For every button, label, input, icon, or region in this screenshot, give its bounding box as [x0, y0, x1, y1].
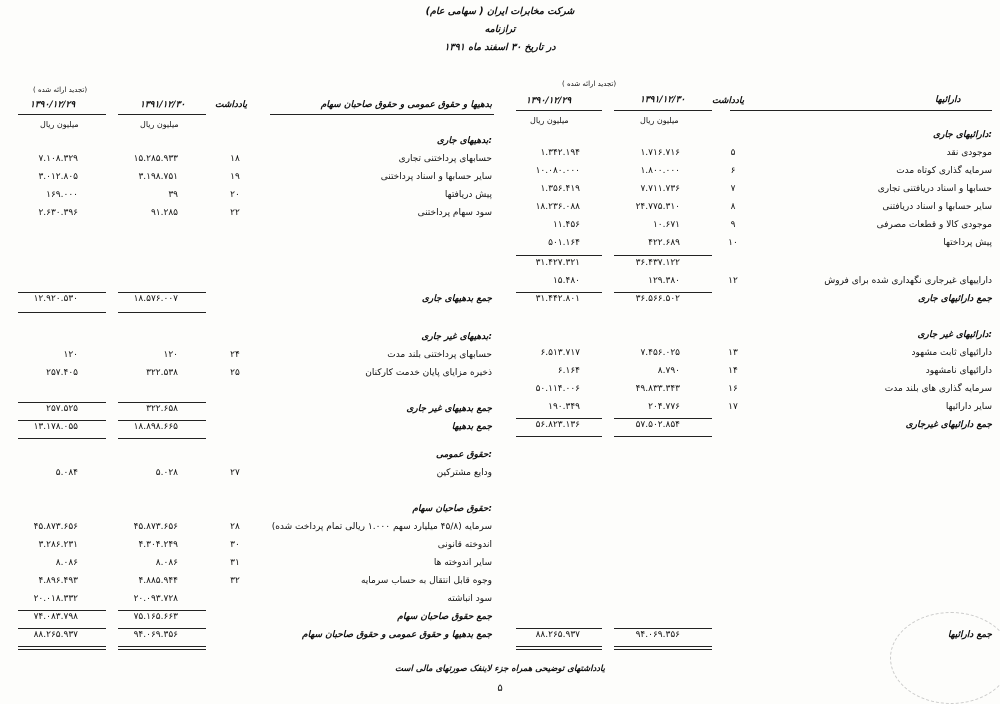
asset-value-1391: ۲۴.۷۷۵.۳۱۰: [635, 202, 680, 212]
asset-note: ۱۶: [728, 384, 738, 394]
noncurrent-liabilities-title: بدهیهای غیر جاری:: [421, 332, 492, 342]
current-assets-title: دارائیهای جاری:: [933, 130, 992, 140]
equity-value-1390: ۲۰.۰۱۸.۳۳۲: [33, 594, 78, 604]
liabilities-col-note: یادداشت: [215, 100, 248, 110]
asset-current-total-rule-1390: [516, 292, 602, 293]
liab-current-underline-1390: [18, 312, 106, 313]
total-label: جمع بدهیها: [451, 422, 492, 432]
company-name: شرکت مخابرات ایران ( سهامی عام): [425, 6, 575, 17]
equity-title: حقوق صاحبان سهام:: [412, 504, 492, 514]
liability-note: ۲۰: [230, 190, 240, 200]
asset-subtotal-rule-1391: [614, 255, 712, 256]
liability-row: [0, 154, 1000, 170]
equity-value-1391: ۲۰.۰۹۳.۷۲۸: [133, 594, 178, 604]
grand-total-dbl-1391a: [118, 646, 206, 647]
liability-current-total-row: [0, 294, 1000, 310]
total-label: جمع دارائیها: [947, 630, 992, 640]
page-number: ۵: [497, 683, 503, 694]
assets-col-1390: ۱۳۹۰/۱۲/۲۹: [526, 96, 572, 106]
equity-row: [0, 522, 1000, 538]
asset-value-1390: ۱۰.۰۸۰.۰۰۰: [535, 166, 580, 176]
total-value-1391: ۳۲۲.۶۵۸: [146, 404, 178, 414]
total-value-1391: ۱۸.۵۷۶.۰۰۷: [133, 294, 178, 304]
liability-label: ودایع مشترکین: [436, 468, 492, 478]
asset-label: موجودی کالا و قطعات مصرفی: [876, 220, 992, 230]
total-value-1390: ۱۲.۹۲۰.۵۳۰: [33, 294, 78, 304]
total-value-1390: ۳۱.۴۴۲.۸۰۱: [535, 294, 580, 304]
total-value-1390: ۷۴.۰۸۳.۷۹۸: [33, 612, 78, 622]
asset-value-1390: ۱.۳۵۶.۴۱۹: [540, 184, 580, 194]
total-value-1390: ۵۶.۸۲۳.۱۳۶: [535, 420, 580, 430]
total-label: جمع بدهیها و حقوق عمومی و حقوق صاحبان سهام: [302, 630, 492, 640]
asset-note: ۱۰: [728, 238, 738, 248]
assets-label-header-rule: [730, 110, 992, 111]
asset-note: ۱۴: [728, 366, 738, 376]
liability-value-1391: ۱۵.۲۸۵.۹۳۳: [133, 154, 178, 164]
equity-label: سایر اندوخته ها: [433, 558, 492, 568]
asset-grand-total-dbl-1391b: [614, 649, 712, 650]
assets-1391-header-rule: [614, 110, 712, 111]
asset-note: ۱۷: [728, 402, 738, 412]
liability-note: ۱۸: [230, 154, 240, 164]
asset-label: دارائیهای نامشهود: [925, 366, 992, 376]
asset-label: دارائیهای ثابت مشهود: [911, 348, 992, 358]
total-label: جمع دارائیهای غیرجاری: [905, 420, 992, 430]
asset-label: پیش پرداختها: [943, 238, 992, 248]
liability-note: ۲۷: [230, 468, 240, 478]
liability-value-1390: ۲.۶۳۰.۳۹۶: [38, 208, 78, 218]
equity-label: سرمایه (۴۵/۸ میلیارد سهم ۱.۰۰۰ ریالی تمام پرداخت شده): [271, 522, 492, 532]
liab-noncurrent-total-rule-1390: [18, 402, 106, 403]
asset-value-1390: ۵۰.۱۱۴.۰۰۶: [535, 384, 580, 394]
liability-value-1391: ۳۹: [168, 190, 178, 200]
liab-current-total-rule-1391: [118, 292, 206, 293]
asset-grand-total-dbl-1390a: [516, 646, 602, 647]
total-value-1391: ۵۷.۵۰۲.۸۵۴: [635, 420, 680, 430]
total-value-1391: ۷۵.۱۶۵.۶۶۳: [133, 612, 178, 622]
equity-value-1391: ۸.۰۸۶: [155, 558, 178, 568]
liability-row: [0, 172, 1000, 188]
grand-total-dbl-1390b: [18, 649, 106, 650]
asset-grand-total-dbl-1390b: [516, 649, 602, 650]
equity-value-1390: ۴۵.۸۷۳.۶۵۶: [33, 522, 78, 532]
liability-label: حسابهای پرداختنی بلند مدت: [387, 350, 492, 360]
total-label: جمع بدهیهای جاری: [421, 294, 492, 304]
assets-unit-1390: میلیون ریال: [530, 116, 569, 125]
liability-note: ۱۹: [230, 172, 240, 182]
liability-value-1391: ۳.۱۹۸.۷۵۱: [138, 172, 178, 182]
equity-total-row: [0, 612, 1000, 628]
liabilities-unit-1391: میلیون ریال: [140, 120, 179, 129]
liability-value-1391: ۳۲۲.۵۳۸: [146, 368, 178, 378]
equity-value-1390: ۸.۰۸۶: [55, 558, 78, 568]
grand-total-dbl-1391b: [118, 649, 206, 650]
grand-total-rule-1390: [18, 628, 106, 629]
equity-row: [0, 558, 1000, 574]
asset-value-1390: ۶.۱۶۴: [557, 366, 580, 376]
equity-note: ۳۰: [230, 540, 240, 550]
asset-value-1391: ۲۰۴.۷۷۶: [648, 402, 680, 412]
assets-unit-1391: میلیون ریال: [640, 116, 679, 125]
asset-value-1390: ۱۸.۲۳۶.۰۸۸: [535, 202, 580, 212]
asset-row: [0, 238, 1000, 254]
liability-note: ۲۲: [230, 208, 240, 218]
grand-total-dbl-1390a: [18, 646, 106, 647]
asset-value-1390: ۱.۳۴۲.۱۹۴: [540, 148, 580, 158]
asset-value-1391: ۷.۴۵۶.۰۲۵: [640, 348, 680, 358]
date-line: در تاریخ ۳۰ اسفند ماه ۱۳۹۱: [444, 42, 556, 53]
asset-label: حسابها و اسناد دریافتنی تجاری: [877, 184, 992, 194]
asset-value-1390: ۱۹۰.۳۴۹: [548, 402, 580, 412]
liability-row: [0, 368, 1000, 384]
asset-value-1391: ۴۲۲.۶۸۹: [648, 238, 680, 248]
assets-1390-header-rule: [516, 110, 602, 111]
assets-col-note: یادداشت: [712, 96, 745, 106]
liabilities-col-1391: ۱۳۹۱/۱۲/۳۰: [140, 100, 186, 110]
liability-row: [0, 208, 1000, 224]
asset-value-1391: ۱۰.۶۷۱: [652, 220, 680, 230]
liability-note: ۲۴: [230, 350, 240, 360]
asset-subtotal-rule-1390: [516, 255, 602, 256]
asset-value-1391: ۱.۷۱۶.۷۱۶: [640, 148, 680, 158]
asset-note: ۶: [730, 166, 736, 176]
liability-label: سود سهام پرداختنی: [417, 208, 492, 218]
liability-value-1390: ۷.۱۰۸.۳۲۹: [38, 154, 78, 164]
asset-note: ۱۲: [728, 276, 738, 286]
liability-label: سایر حسابها و اسناد پرداختنی: [380, 172, 492, 182]
asset-value-1390: ۱۵.۴۸۰: [552, 276, 580, 286]
equity-value-1390: ۴.۸۹۶.۴۹۳: [38, 576, 78, 586]
equity-note: ۳۱: [230, 558, 240, 568]
liabilities-section-title: بدهیها و حقوق عمومی و حقوق صاحبان سهام: [320, 100, 492, 110]
asset-held-for-sale-row: [0, 276, 1000, 292]
asset-grand-total-rule-1390: [516, 628, 602, 629]
total-label: جمع بدهیهای غیر جاری: [406, 404, 492, 414]
liability-value-1390: ۱۲۰: [63, 350, 78, 360]
liability-value-1391: ۹۱.۲۸۵: [150, 208, 178, 218]
liability-value-1390: ۲۵۷.۴۰۵: [46, 368, 78, 378]
stamp-mark: [890, 612, 1000, 704]
liab-total-rule-1390: [18, 420, 106, 421]
assets-section-title: دارائیها: [935, 95, 961, 105]
equity-label: اندوخته قانونی: [437, 540, 492, 550]
asset-label: سرمایه گذاری کوتاه مدت: [896, 166, 992, 176]
asset-label: سایر حسابها و اسناد دریافتنی: [882, 202, 992, 212]
asset-current-total-rule-1391: [614, 292, 712, 293]
liability-note: ۲۵: [230, 368, 240, 378]
asset-subtotal-row: [0, 258, 1000, 274]
asset-value-1390: ۵۰۱.۱۶۴: [548, 238, 580, 248]
asset-label: سرمایه گذاری های بلند مدت: [884, 384, 992, 394]
total-value-1391: ۱۸.۸۹۸.۶۶۵: [133, 422, 178, 432]
public-rights-title: حقوق عمومی:: [435, 450, 492, 460]
total-value-1390: ۸۸.۲۶۵.۹۳۷: [33, 630, 78, 640]
liability-row: [0, 190, 1000, 206]
liab-label-header-rule: [270, 114, 494, 115]
liability-noncurrent-total-row: [0, 404, 1000, 420]
asset-value-1391: ۸.۷۹۰: [657, 366, 680, 376]
total-value-1391: ۹۴.۰۶۹.۳۵۶: [133, 630, 178, 640]
asset-value-1391: ۷.۷۱۱.۷۳۶: [640, 184, 680, 194]
equity-value-1390: ۳.۲۸۶.۲۳۱: [38, 540, 78, 550]
liability-value-1391: ۵.۰۲۸: [155, 468, 178, 478]
equity-note: ۳۲: [230, 576, 240, 586]
total-value-1390: ۱۳.۱۷۸.۰۵۵: [33, 422, 78, 432]
equity-value-1391: ۴.۸۸۵.۹۴۴: [138, 576, 178, 586]
liability-value-1390: ۳.۰۱۲.۸۰۵: [38, 172, 78, 182]
liability-value-1390: ۵.۰۸۴: [55, 468, 78, 478]
equity-row: [0, 594, 1000, 610]
liability-row: [0, 468, 1000, 484]
liab-total-rule-1391: [118, 420, 206, 421]
liab-total-underline-1391: [118, 438, 206, 439]
equity-label: سود انباشته: [447, 594, 492, 604]
assets-restated-label: ( تجدید ارائه شده): [562, 80, 617, 88]
liability-label: حسابهای پرداختنی تجاری: [398, 154, 492, 164]
current-liabilities-title: بدهیهای جاری:: [436, 136, 492, 146]
asset-label: موجودی نقد: [946, 148, 992, 158]
liab-noncurrent-total-rule-1391: [118, 402, 206, 403]
asset-grand-total-dbl-1391a: [614, 646, 712, 647]
grand-total-row: [0, 630, 1000, 646]
noncurrent-assets-title: دارائیهای غیر جاری:: [917, 330, 992, 340]
total-value-1390: ۸۸.۲۶۵.۹۳۷: [535, 630, 580, 640]
asset-value-1390: ۱۱.۴۵۶: [552, 220, 580, 230]
liabilities-unit-1390: میلیون ریال: [40, 120, 79, 129]
asset-label: داراییهای غیرجاری نگهداری شده برای فروش: [824, 276, 992, 286]
asset-value-1390: ۶.۵۱۳.۷۱۷: [540, 348, 580, 358]
equity-total-rule-1391: [118, 610, 206, 611]
asset-label: سایر دارائیها: [945, 402, 992, 412]
liab-1390-header-rule: [18, 114, 106, 115]
asset-subtotal-1391: ۳۶.۴۳۷.۱۲۲: [635, 258, 680, 268]
liabilities-col-1390: ۱۳۹۰/۱۲/۲۹: [30, 100, 76, 110]
total-value-1390: ۲۵۷.۵۲۵: [46, 404, 78, 414]
liab-total-underline-1390: [18, 438, 106, 439]
asset-note: ۸: [730, 202, 736, 212]
asset-note: ۱۳: [728, 348, 738, 358]
liab-1391-header-rule: [118, 114, 206, 115]
asset-grand-total-rule-1391: [614, 628, 712, 629]
liabilities-restated-label: ( تجدید ارائه شده): [33, 86, 88, 94]
liability-value-1391: ۱۲۰: [163, 350, 178, 360]
asset-note: ۵: [730, 148, 736, 158]
asset-value-1391: ۱۲۹.۳۸۰: [648, 276, 680, 286]
document-title: ترازنامه: [484, 24, 516, 35]
footer-note: یادداشتهای توضیحی همراه جزء لاینفک صورتهای مالی است: [395, 664, 605, 674]
asset-note: ۷: [730, 184, 736, 194]
liability-total-row: [0, 422, 1000, 438]
total-value-1391: ۹۴.۰۶۹.۳۵۶: [635, 630, 680, 640]
equity-row: [0, 540, 1000, 556]
equity-value-1391: ۴.۳۰۴.۲۴۹: [138, 540, 178, 550]
equity-label: وجوه قابل انتقال به حساب سرمایه: [360, 576, 492, 586]
assets-col-1391: ۱۳۹۱/۱۲/۳۰: [640, 95, 686, 105]
liab-current-underline-1391: [118, 312, 206, 313]
asset-row: [0, 384, 1000, 400]
equity-value-1391: ۴۵.۸۷۳.۶۵۶: [133, 522, 178, 532]
asset-subtotal-1390: ۳۱.۴۲۷.۳۲۱: [535, 258, 580, 268]
total-value-1391: ۳۶.۵۶۶.۵۰۲: [635, 294, 680, 304]
total-label: جمع دارائیهای جاری: [917, 294, 992, 304]
liability-label: پیش دریافتها: [444, 190, 492, 200]
liability-value-1390: ۱۶۹.۰۰۰: [46, 190, 78, 200]
grand-total-rule-1391: [118, 628, 206, 629]
asset-note: ۹: [730, 220, 736, 230]
liability-label: ذخیره مزایای پایان خدمت کارکنان: [365, 368, 492, 378]
equity-note: ۲۸: [230, 522, 240, 532]
asset-value-1391: ۴۹.۸۳۳.۳۴۳: [635, 384, 680, 394]
liab-current-total-rule-1390: [18, 292, 106, 293]
total-label: جمع حقوق صاحبان سهام: [397, 612, 492, 622]
equity-row: [0, 576, 1000, 592]
asset-value-1391: ۱.۸۰۰.۰۰۰: [640, 166, 680, 176]
liability-row: [0, 350, 1000, 366]
equity-total-rule-1390: [18, 610, 106, 611]
